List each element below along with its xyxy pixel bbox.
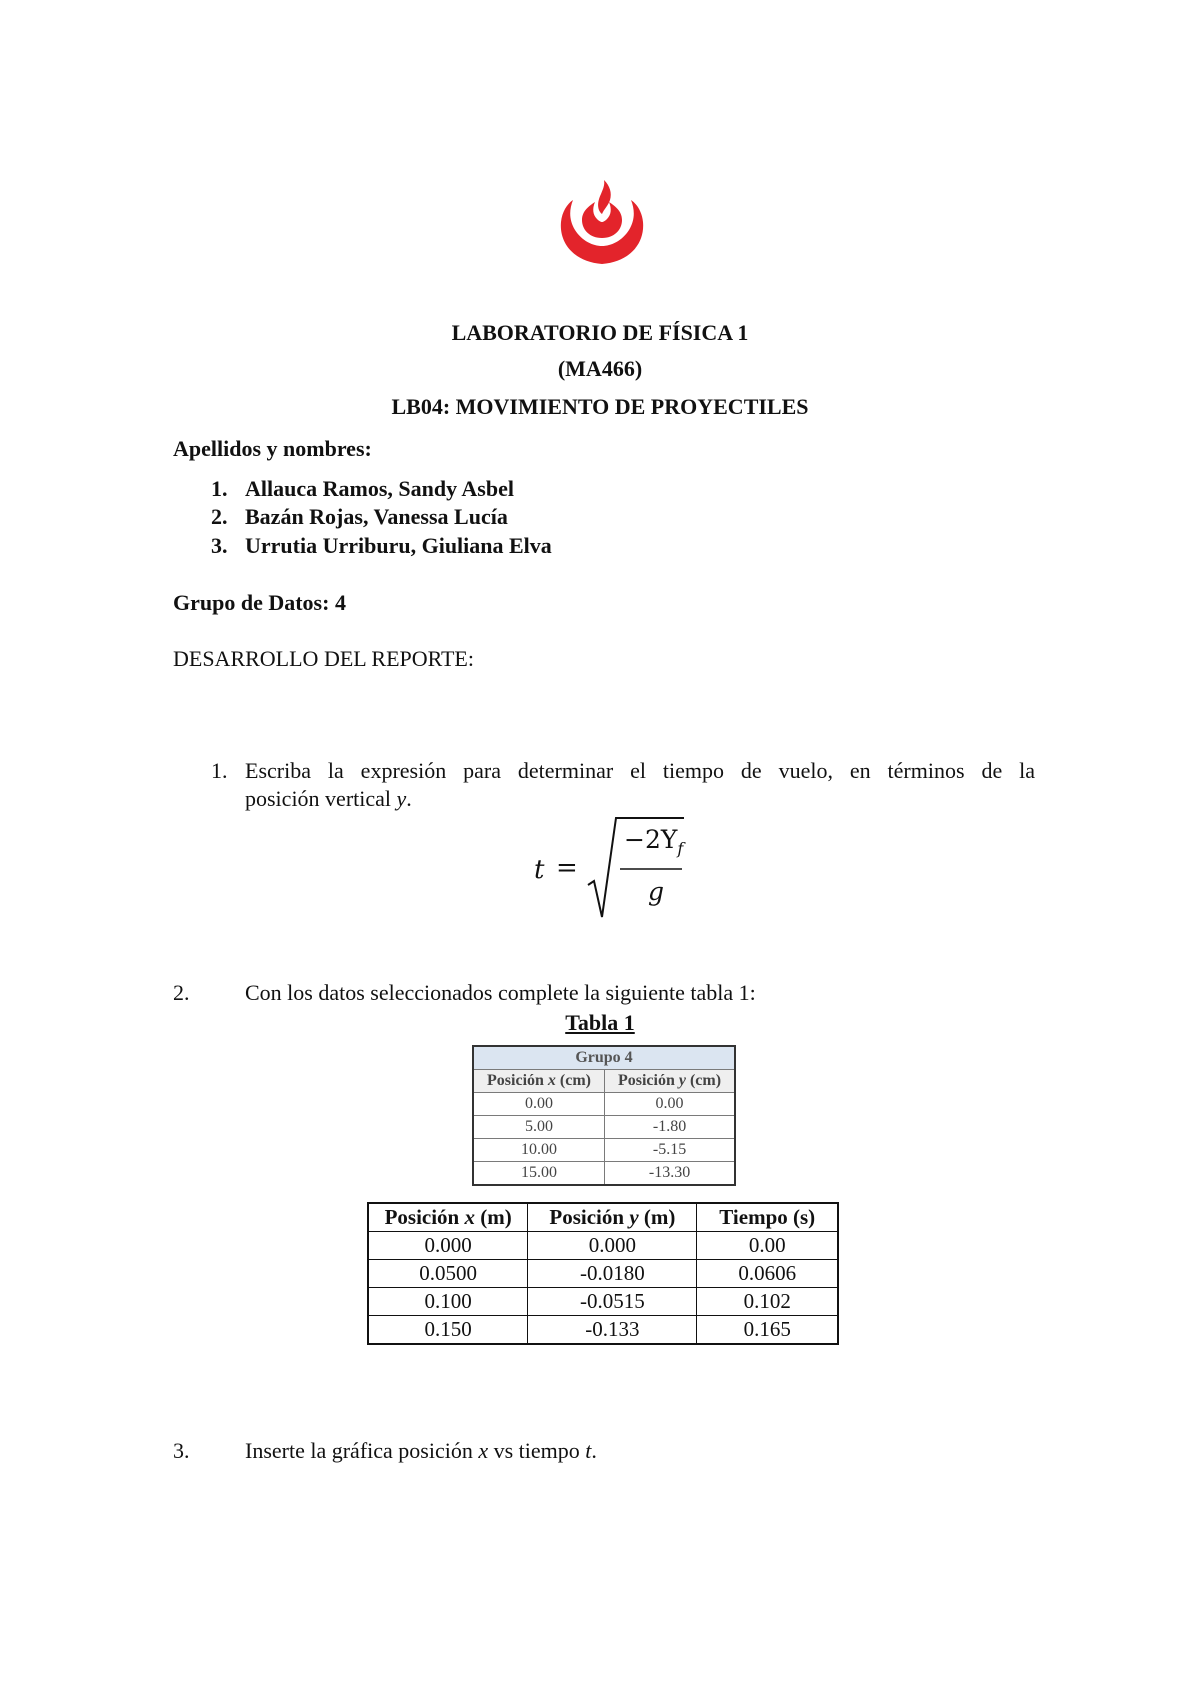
table-row [473,1139,735,1162]
author-item [211,504,508,530]
table-row [368,1316,838,1345]
lab-title: LB04: MOVIMIENTO DE PROYECTILES [391,394,809,419]
table-cell: 10.00 [473,1139,605,1162]
table-cell: 0.100 [368,1288,528,1316]
header-text: Posición [487,1072,548,1089]
table-cell: 0.00 [605,1093,735,1116]
formula-lhs: t [534,855,545,885]
formula-numerator-sub: f [677,839,684,858]
table-cell: -13.30 [605,1162,735,1186]
author-item [211,476,514,502]
header-text: Posición [384,1205,465,1229]
q3-text-suffix: . [591,1438,597,1463]
section-title: DESARROLLO DEL REPORTE: [173,646,474,671]
authors-label: Apellidos y nombres: [173,436,372,461]
column-header [605,1070,735,1093]
table-cell: 0.000 [528,1232,697,1260]
header-var: y [629,1205,639,1229]
q3-var-x: x [478,1438,489,1463]
author-name: Allauca Ramos, Sandy Asbel [245,476,514,501]
table-cell: 0.150 [368,1316,528,1345]
header-unit: (m) [638,1205,676,1229]
flight-time-formula [530,815,684,920]
table-cell: 15.00 [473,1162,605,1186]
table-cell: -1.80 [605,1116,735,1139]
q2-text: Con los datos seleccionados complete la siguiente tabla 1: [245,980,756,1005]
column-header: Tiempo (s) [697,1203,838,1232]
q3-text-prefix: Inserte la gráfica posición [245,1438,479,1463]
table-cell: 0.102 [697,1288,838,1316]
header-var: x [547,1072,556,1089]
table-cell: 0.0500 [368,1260,528,1288]
q2-number: 2. [173,980,190,1005]
column-header [528,1203,697,1232]
q1-var-y: y [396,786,407,811]
header-text: Posición [617,1072,679,1089]
table-cell: 0.00 [473,1093,605,1116]
header-text: Posición [549,1205,630,1229]
formula-numerator [624,825,683,858]
data-group-table [472,1045,736,1186]
header-unit: (cm) [555,1072,592,1089]
table-title: Tabla 1 [565,1010,635,1035]
q3-text [245,1438,597,1464]
table-row [473,1162,735,1186]
q1-text-suffix: . [406,786,412,811]
table-cell: -0.133 [528,1316,697,1345]
header-unit: (cm) [685,1072,722,1089]
q1-number: 1. [211,758,228,783]
table-row [473,1116,735,1139]
author-name: Urrutia Urriburu, Giuliana Elva [245,533,552,558]
table-row [368,1232,838,1260]
q1-text-prefix: posición vertical [245,786,397,811]
header-var: y [678,1072,686,1089]
table-row [473,1093,735,1116]
author-number: 1. [211,476,228,501]
author-number: 3. [211,533,228,558]
table-cell: -0.0180 [528,1260,697,1288]
column-header [368,1203,528,1232]
university-logo [555,180,649,266]
table-row [368,1288,838,1316]
course-title: LABORATORIO DE FÍSICA 1 [451,320,749,345]
group-header: Grupo 4 [473,1046,735,1070]
table-cell: -0.0515 [528,1288,697,1316]
table-cell: -5.15 [605,1139,735,1162]
table-cell: 5.00 [473,1116,605,1139]
formula-equals: = [556,853,578,883]
q3-text-mid: vs tiempo [488,1438,586,1463]
q3-number: 3. [173,1438,190,1463]
table-row [368,1260,838,1288]
column-header [473,1070,605,1093]
author-number: 2. [211,504,228,529]
table-cell: 0.00 [697,1232,838,1260]
header-var: x [464,1205,475,1229]
table-cell: 0.165 [697,1316,838,1345]
author-name: Bazán Rojas, Vanessa Lucía [245,504,508,529]
formula-numerator-text: −2Y [624,825,678,854]
table-cell: 0.0606 [697,1260,838,1288]
q3-var-t: t [585,1438,592,1463]
table-cell: 0.000 [368,1232,528,1260]
results-table [367,1202,839,1345]
author-item [211,533,552,559]
header-unit: (m) [474,1205,512,1229]
course-code: (MA466) [557,356,643,381]
q1-text-line1: Escriba la expresión para determinar el tiempo de vuelo, en términos de la [245,758,1035,783]
formula-denominator: g [648,877,665,906]
data-group: Grupo de Datos: 4 [173,590,346,615]
q1-text-line2 [245,786,412,812]
